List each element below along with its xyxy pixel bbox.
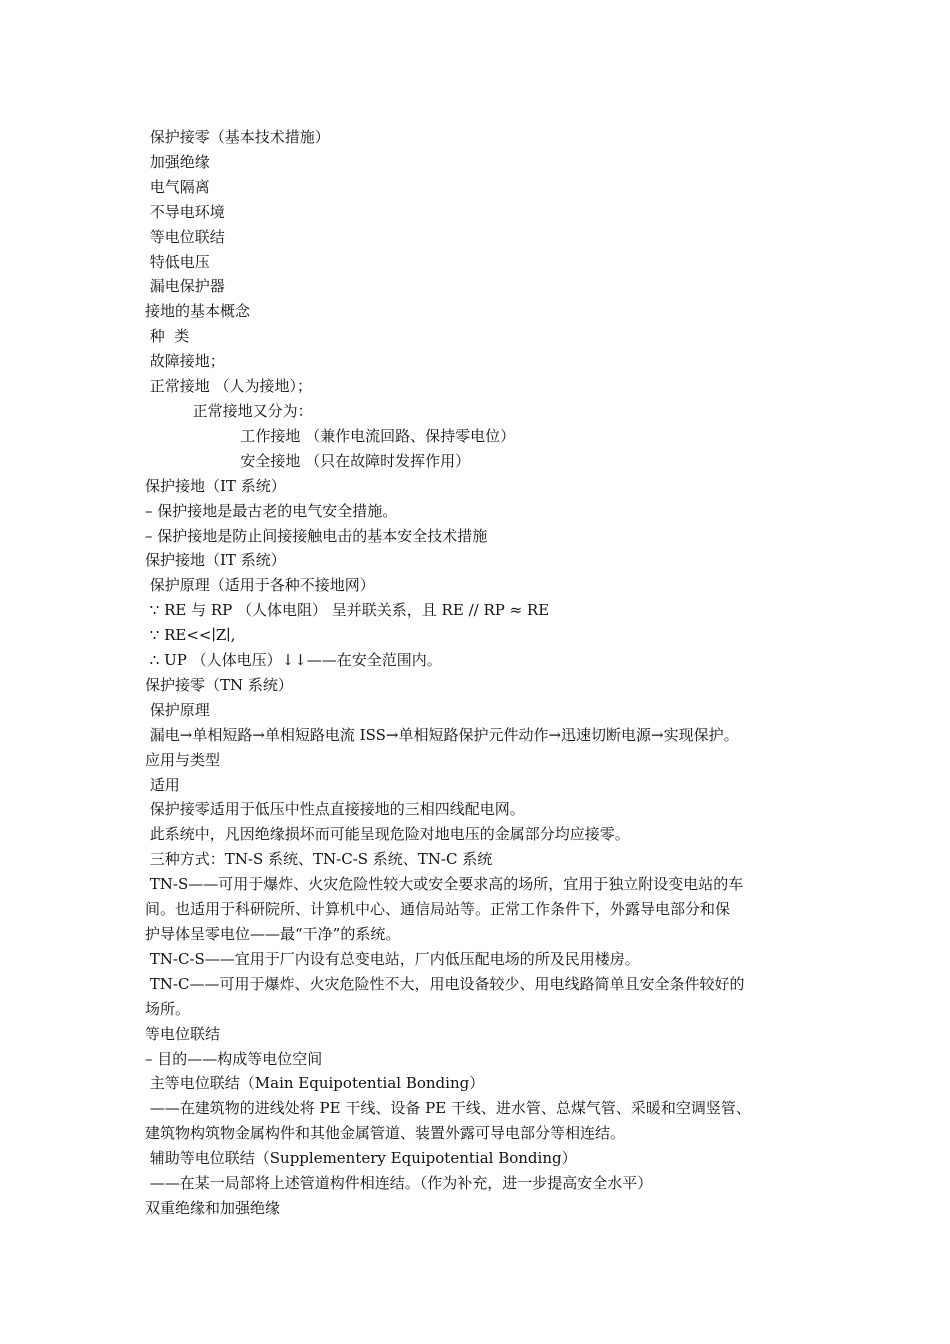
text-line: 电气隔离 — [145, 177, 210, 196]
text-line: 保护接零适用于低压中性点直接接地的三相四线配电网。 — [145, 800, 525, 819]
text-line: 漏电保护器 — [145, 277, 225, 296]
text-line: TN-C——可用于爆炸、火灾危险性不大，用电设备较少、用电线路简单且安全条件较好的 — [145, 974, 745, 993]
text-line: 保护接零（基本技术措施） — [145, 128, 330, 146]
section-heading: 保护接地（IT 系统） — [145, 476, 286, 495]
section-heading: 保护接零（TN 系统） — [145, 675, 293, 694]
text-line: TN-C-S——宜用于厂内设有总变电站，厂内低压配电场的所及民用楼房。 — [145, 949, 640, 968]
text-line: 加强绝缘 — [145, 152, 210, 171]
formula-line: ∵ RE 与 RP （人体电阻） 呈并联关系，且 RE // RP ≈ RE — [145, 601, 550, 620]
section-heading: 保护接地（IT 系统） — [145, 551, 286, 570]
text-line: 种 类 — [145, 327, 190, 346]
text-line: 正常接地又分为： — [145, 401, 313, 420]
text-line: 不导电环境 — [145, 202, 225, 221]
text-line: 故障接地； — [145, 352, 225, 371]
text-line: 等电位联结 — [145, 227, 225, 246]
formula-line: ∴ UP （人体电压）↓↓——在安全范围内。 — [145, 651, 442, 670]
text-line: – 保护接地是防止间接接触电击的基本安全技术措施 — [145, 526, 488, 545]
formula-line: ∵ RE<<∣Z∣, — [145, 626, 236, 645]
text-line: 主等电位联结（Main Equipotential Bonding） — [145, 1074, 485, 1093]
section-heading: 等电位联结 — [145, 1024, 221, 1043]
text-line: ——在某一局部将上述管道构件相连结。（作为补充，进一步提高安全水平） — [145, 1174, 653, 1193]
text-line: 三种方式：TN-S 系统、TN-C-S 系统、TN-C 系统 — [145, 850, 493, 869]
text-line: – 保护接地是最古老的电气安全措施。 — [145, 501, 398, 520]
section-heading: 双重绝缘和加强绝缘 — [145, 1198, 281, 1217]
text-line: 间。也适用于科研院所、计算机中心、通信局站等。正常工作条件下，外露导电部分和保 — [145, 900, 731, 919]
text-line: 特低电压 — [145, 252, 210, 271]
section-heading: 应用与类型 — [145, 750, 221, 769]
text-line: 建筑物构筑物金属构件和其他金属管道、装置外露可导电部分等相连结。 — [145, 1124, 626, 1143]
text-line: 护导体呈零电位——最“干净”的系统。 — [145, 925, 401, 943]
text-line: 正常接地 （人为接地）； — [145, 377, 313, 396]
document-body — [145, 125, 825, 1221]
text-line: ——在建筑物的进线处将 PE 干线、设备 PE 干线、进水管、总煤气管、采暖和空调竖管、 — [145, 1099, 751, 1118]
text-line: 漏电→单相短路→单相短路电流 ISS→单相短路保护元件动作→迅速切断电源→实现保护。 — [145, 725, 739, 744]
text-line: 场所。 — [145, 999, 191, 1018]
text-line: 适用 — [145, 775, 180, 794]
text-line: 安全接地 （只在故障时发挥作用） — [145, 451, 471, 470]
text-line: 工作接地 （兼作电流回路、保持零电位） — [145, 426, 516, 445]
text-line: – 目的——构成等电位空间 — [145, 1049, 323, 1068]
text-line: 辅助等电位联结（Supplementery Equipotential Bonding） — [145, 1149, 577, 1168]
text-line: 此系统中，凡因绝缘损坏而可能呈现危险对地电压的金属部分均应接零。 — [145, 825, 630, 844]
section-heading: 接地的基本概念 — [145, 302, 251, 321]
text-line: 保护原理（适用于各种不接地网） — [145, 576, 375, 595]
text-line: TN-S——可用于爆炸、火灾危险性较大或安全要求高的场所，宜用于独立附设变电站的车 — [145, 875, 744, 894]
text-line: 保护原理 — [145, 700, 210, 719]
